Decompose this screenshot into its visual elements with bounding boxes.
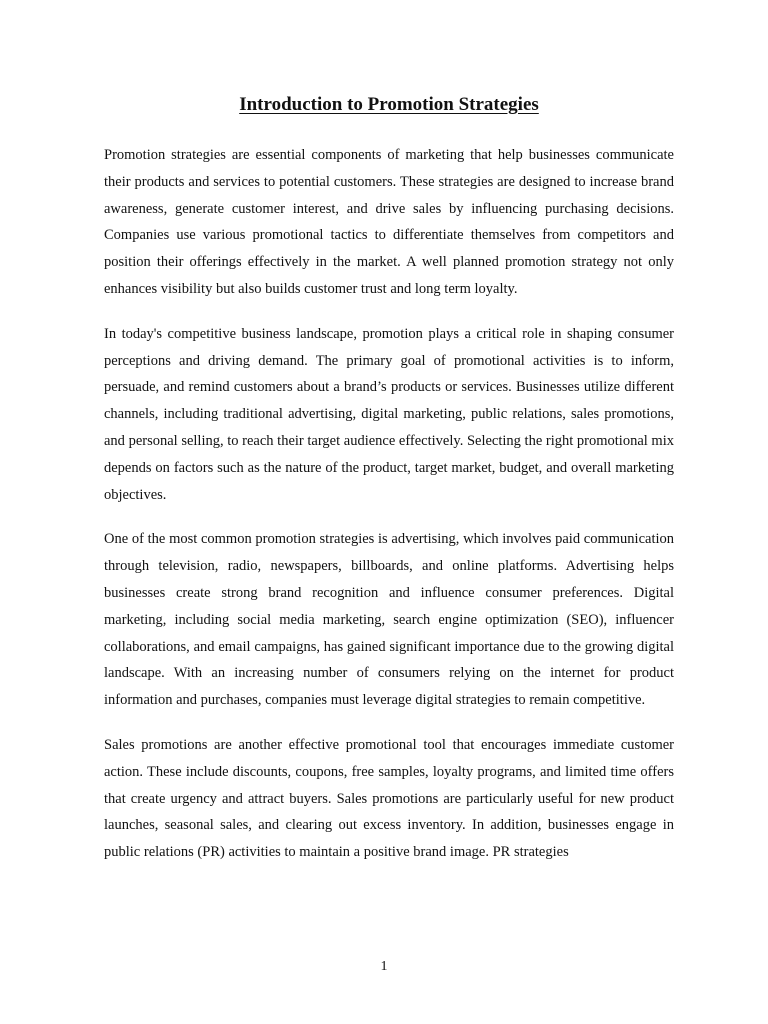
paragraph-4: Sales promotions are another effective promotional tool that encourages immediate customer action. These include discounts, coupons, free samples, loyalty programs, and limited time offers that create urgency and attract buyers. Sales promotions are particularly useful for new product launches, seasonal sales, and clearing out excess inventory. In addition, businesses engage in public relations (PR) activities to maintain a positive brand image. PR strategies [104, 736, 674, 861]
paragraph-1: Promotion strategies are essential components of marketing that help businesses communicate their products and services to potential customers. These strategies are designed to increase brand awareness, generate customer interest, and drive sales by influencing purchasing decisions. Companies use various promotional tactics to differentiate themselves from competitors and position their offerings effectively in the market. A well planned promotion strategy not only enhances visibility but also builds customer trust and long term loyalty. [104, 147, 674, 297]
paragraph-2: In today's competitive business landscape, promotion plays a critical role in shaping consumer perceptions and driving demand. The primary goal of promotional activities is to inform, persuade, and remind customers about a brand’s products or services. Businesses utilize different channels, including traditional advertising, digital marketing, public relations, sales promotions, and personal selling, to reach their target audience effectively. Selecting the right promotional mix depends on factors such as the nature of the product, target market, budget, and overall marketing objectives. [104, 325, 674, 503]
paragraph-3: One of the most common promotion strategies is advertising, which involves paid communication through television, radio, newspapers, billboards, and online platforms. Advertising helps businesses create strong brand recognition and influence consumer preferences. Digital marketing, including social media marketing, search engine optimization (SEO), influencer collaborations, and email campaigns, has gained significant importance due to the growing digital landscape. With an increasing number of consumers relying on the internet for product information and purchases, companies must leverage digital strategies to remain competitive. [104, 531, 674, 709]
page-number: 1 [380, 959, 388, 974]
document-title: Introduction to Promotion Strategies [239, 94, 539, 115]
document-body [104, 142, 674, 884]
